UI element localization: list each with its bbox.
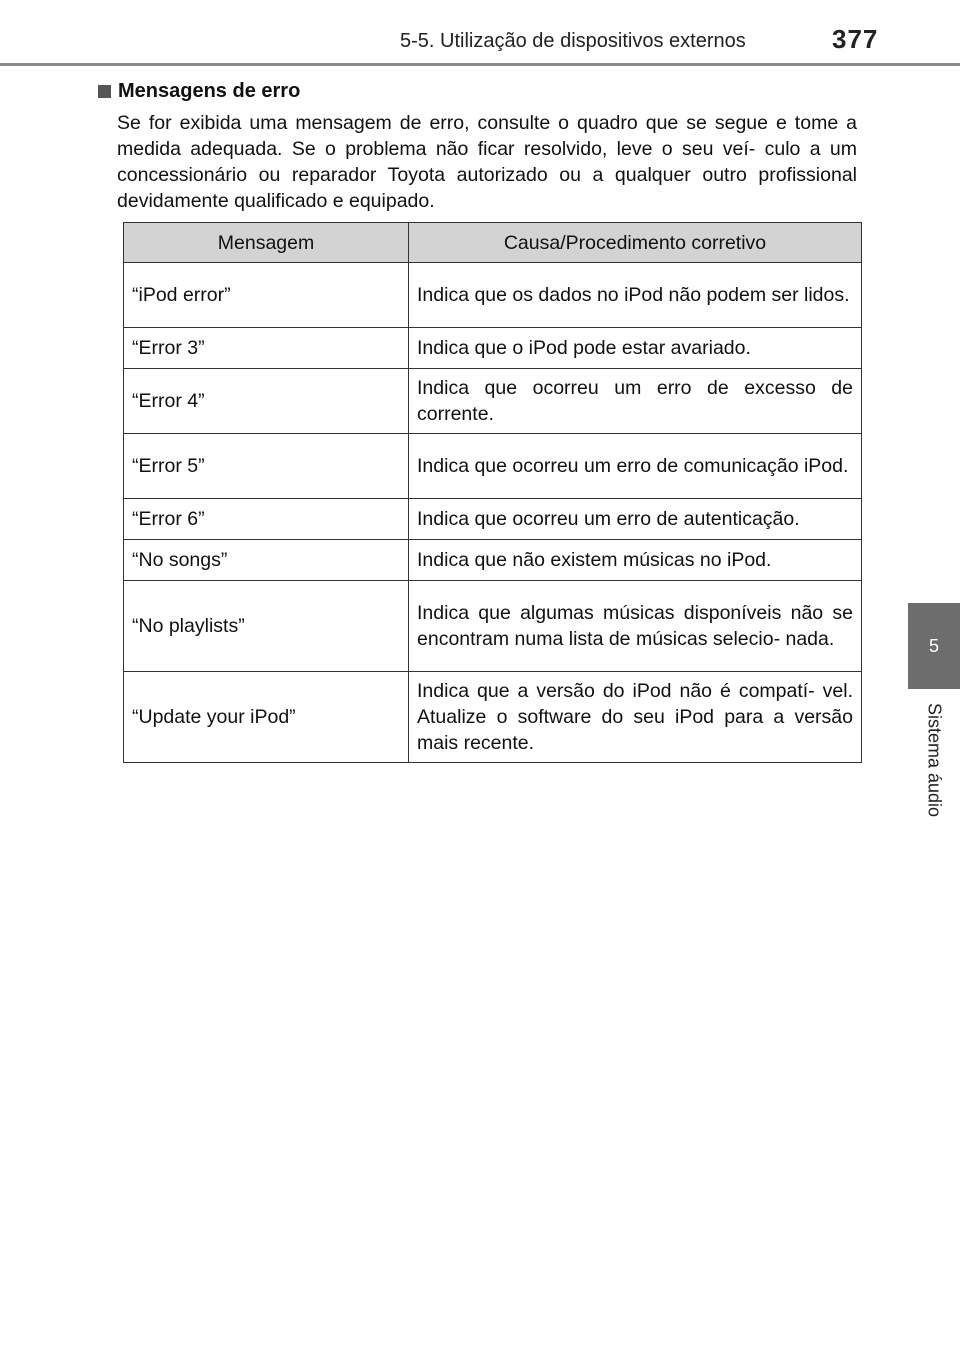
chapter-tab [908,603,960,689]
table-header-row [124,223,862,263]
table-row [124,540,862,581]
cause-cell: Indica que o iPod pode estar avariado. [409,328,862,369]
cause-cell: Indica que não existem músicas no iPod. [409,540,862,581]
cause-cell: Indica que ocorreu um erro de comunicação iPod. [409,434,862,499]
table-row [124,369,862,434]
chapter-tab-label: Sistema áudio [924,702,945,818]
chapter-tab-number: 5 [928,635,939,656]
cause-cell: Indica que a versão do iPod não é compatí- vel. Atualize o software do seu iPod para a versão mais recente. [409,672,862,763]
page-number: 377 [832,24,879,54]
message-cell: “Error 3” [124,328,409,369]
cause-cell: Indica que ocorreu um erro de excesso de corrente. [409,369,862,434]
table-row [124,434,862,499]
table-row [124,672,862,763]
table-row [124,499,862,540]
section-heading [98,80,300,103]
section-heading-text: Mensagens de erro [118,80,301,102]
message-cell: “iPod error” [124,263,409,328]
intro-paragraph: Se for exibida uma mensagem de erro, consulte o quadro que se segue e tome a medida adequada. Se o problema não ficar resolvido, leve o seu veí- culo a um concessionário ou reparador Toyota autorizado ou a qualquer outro profissional devidamente qualificado e equipado. [117,112,857,212]
cause-cell: Indica que ocorreu um erro de autenticação. [409,499,862,540]
table-row [124,328,862,369]
message-cell: “Update your iPod” [124,672,409,763]
message-cell: “Error 6” [124,499,409,540]
chapter-title: 5-5. Utilização de dispositivos externos [400,30,746,52]
table-row [124,581,862,672]
message-cell: “No playlists” [124,581,409,672]
message-cell: “Error 5” [124,434,409,499]
column-header-cause: Causa/Procedimento corretivo [409,223,862,263]
square-bullet-icon [98,85,111,98]
column-header-message: Mensagem [124,223,409,263]
header-divider [0,63,960,66]
error-messages-table [123,222,862,763]
cause-cell: Indica que algumas músicas disponíveis não se encontram numa lista de músicas selecio- nada. [409,581,862,672]
message-cell: “No songs” [124,540,409,581]
table-row [124,263,862,328]
cause-cell: Indica que os dados no iPod não podem ser lidos. [409,263,862,328]
message-cell: “Error 4” [124,369,409,434]
